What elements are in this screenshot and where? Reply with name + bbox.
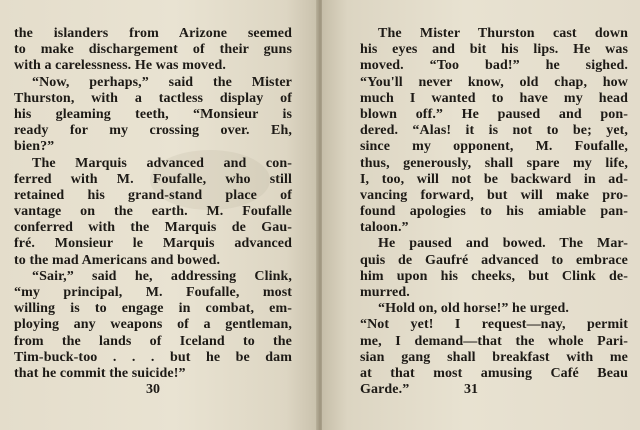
- text-line: quis de Gaufré advanced to embrace: [360, 252, 628, 268]
- text-line: sian gang shall breakfast with me: [360, 349, 628, 365]
- right-page-number: 31: [464, 382, 478, 397]
- right-page: [322, 0, 640, 430]
- text-line: taloon.”: [360, 220, 409, 236]
- text-line: at that most amusing Café Beau: [360, 365, 628, 381]
- text-line: the islanders from Arizone seemed: [14, 26, 292, 41]
- text-line: thus, generously, shall spare my life,: [360, 155, 628, 171]
- text-line: Garde.”: [360, 382, 410, 398]
- text-line: from the lands of Iceland to the: [14, 333, 292, 349]
- text-line: moved. “Too bad!” he sighed.: [360, 58, 628, 74]
- text-line: He paused and bowed. The Mar-: [378, 236, 628, 252]
- text-line: vantage on the earth. M. Foufalle: [14, 204, 292, 220]
- text-line: ferred with M. Foufalle, who still: [14, 171, 292, 187]
- text-line: that he commit the suicide!”: [14, 365, 186, 381]
- text-line: me, I demand—that the whole Pari-: [360, 333, 628, 349]
- text-line: retained his grand-stand place of: [14, 187, 292, 203]
- text-line: his eyes and bit his lips. He was: [360, 42, 628, 58]
- text-line: ready for my crossing over. Eh,: [14, 123, 292, 139]
- text-line: Thurston, with a tactless display of: [14, 90, 292, 106]
- text-line: ploying any weapons of a gentleman,: [14, 317, 292, 333]
- text-line: with a carelessness. He was moved.: [14, 58, 226, 74]
- text-line: fré. Monsieur le Marquis advanced: [14, 236, 292, 252]
- text-line: conferred with the Marquis de Gau-: [14, 220, 292, 236]
- text-line: “Now, perhaps,” said the Mister: [32, 74, 292, 90]
- text-line: The Mister Thurston cast down: [378, 26, 628, 41]
- text-line: found apologies to his amiable pan-: [360, 204, 628, 220]
- left-page: [0, 0, 318, 430]
- text-line: “Sair,” said he, addressing Clink,: [32, 268, 292, 284]
- text-line: since my opponent, M. Foufalle,: [360, 139, 628, 155]
- text-line: to the mad Americans and bowed.: [14, 252, 221, 268]
- text-line: willing is to engage in combat, em-: [14, 301, 292, 317]
- text-line: much I wanted to have my head: [360, 90, 628, 106]
- text-line: dered. “Alas! it is not to be; yet,: [360, 123, 628, 139]
- text-line: “Hold on, old horse!” he urged.: [378, 301, 569, 317]
- text-line: murred.: [360, 285, 410, 300]
- text-line: “Not yet! I request—nay, permit: [360, 317, 628, 333]
- text-line: blown off.” He paused and pon-: [360, 106, 628, 122]
- right-page-text: [360, 26, 628, 398]
- text-line: The Marquis advanced and con-: [32, 155, 292, 171]
- text-line: “my principal, M. Foufalle, most: [14, 285, 292, 300]
- text-line: vancing forward, but will make pro-: [360, 187, 628, 203]
- left-page-number: 30: [146, 382, 160, 397]
- text-line: bien?”: [14, 139, 55, 155]
- text-line: him upon his cheeks, but Clink de-: [360, 268, 628, 284]
- text-line: Tim-buck-too . . . but he be dam: [14, 349, 292, 365]
- text-line: to make dischargement of their guns: [14, 42, 292, 58]
- left-page-text: [14, 26, 292, 382]
- text-line: his gleaming teeth, “Monsieur is: [14, 106, 292, 122]
- text-line: I, too, will not be backward in ad-: [360, 171, 628, 187]
- text-line: “You'll never know, old chap, how: [360, 74, 628, 90]
